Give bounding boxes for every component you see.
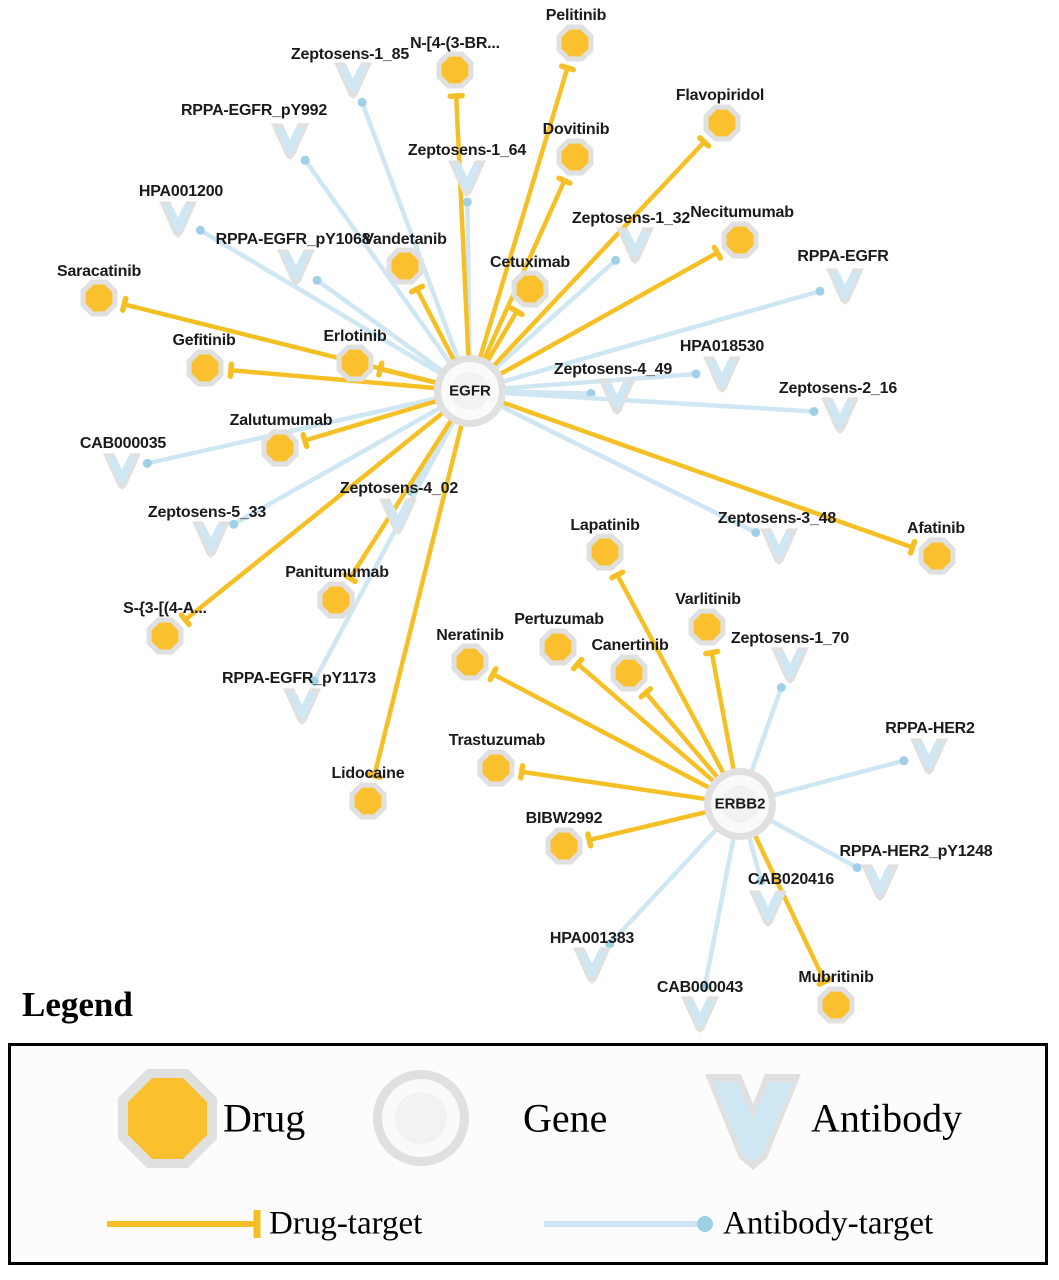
drug-node[interactable] [704,105,741,142]
drug-icon [551,833,578,860]
drug-label: Trastuzumab [448,732,546,749]
graph-edge-cap [463,197,472,206]
antibody-label: RPPA-EGFR [797,248,889,265]
antibody-label: Zeptosens-1_70 [730,630,850,647]
graph-edge-cap [358,98,367,107]
antibody-label: HPA001200 [138,183,224,200]
drug-icon [545,634,572,661]
graph-edge [374,407,466,776]
antibody-node[interactable] [283,688,321,724]
antibody-node[interactable] [910,738,948,774]
antibody-label: Zeptosens-1_64 [407,142,527,159]
legend-antibody-target-edge [544,1216,713,1232]
drug-node[interactable] [318,582,355,619]
drug-icon [727,227,754,254]
graph-edge-cap [313,276,322,285]
graph-edge-cap [562,66,573,69]
antibody-label: HPA001383 [549,930,635,947]
graph-edge-cap [899,756,908,765]
drug-label: Pelitinib [545,7,607,24]
legend-title: Legend [22,985,133,1024]
graph-edge [705,820,737,987]
drug-label: S-{3-[(4-A... [123,600,207,617]
graph-edge-cap [751,528,760,537]
graph-edge-cap [777,683,786,692]
drug-node[interactable] [262,430,299,467]
drug-label: Zalutumumab [229,412,333,429]
graph-edge-cap [196,226,205,235]
antibody-node[interactable] [271,123,309,159]
legend-antibody-target-label: Antibody-target [723,1205,934,1242]
graph-edge [475,68,568,376]
drug-node[interactable] [557,25,594,62]
antibody-node[interactable] [616,227,654,263]
drug-node[interactable] [546,828,583,865]
antibody-label: CAB000035 [79,435,167,452]
drug-label: Flavopiridol [675,87,765,104]
antibody-label: CAB000043 [656,979,744,996]
drug-icon [342,350,369,377]
graph-edge [755,761,903,800]
antibody-node[interactable] [760,528,798,564]
drug-icon [562,144,589,171]
drug-node[interactable] [540,629,577,666]
legend-drug-target-edge [107,1210,257,1238]
antibody-node[interactable] [771,647,809,683]
graph-edge-cap [379,363,382,375]
drug-label: Neratinib [436,627,504,644]
drug-node[interactable] [147,618,184,655]
legend-antibody-icon [705,1074,801,1170]
drug-label: Lapatinib [570,517,640,534]
drug-icon [517,276,544,303]
drug-label: Vandetanib [363,231,447,248]
antibody-label: RPPA-HER2 [885,720,975,737]
drug-icon [616,660,643,687]
graph-edge-cap [706,651,718,653]
graph-edge [589,808,724,840]
graph-edge [712,653,737,789]
drug-node[interactable] [452,644,489,681]
drug-label: Erlotinib [323,328,387,345]
antibody-label: Zeptosens-5_33 [147,504,267,521]
graph-edge-cap [301,156,310,165]
drug-icon [86,285,113,312]
legend-antibody-label: Antibody [811,1095,963,1141]
graph-edge-cap [910,542,914,553]
drug-node[interactable] [350,783,387,820]
antibody-label: RPPA-EGFR_pY992 [180,102,328,119]
antibody-label: RPPA-HER2_pY1248 [839,843,993,860]
graph-edge-cap [559,178,570,183]
gene-label: ERBB2 [714,795,766,813]
drug-label: Mubritinib [798,969,874,986]
graph-edge-cap [412,286,423,292]
drug-label: Dovitinib [542,121,610,138]
graph-edge-cap [521,766,523,778]
drug-label: Canertinib [591,637,669,654]
drug-icon [392,253,419,280]
drug-label: Saracatinib [56,263,142,280]
graph-edge-cap [815,287,824,296]
antibody-label: Zeptosens-1_32 [571,210,691,227]
graph-edge-cap [612,572,623,578]
drug-label: Pertuzumab [514,611,604,628]
drug-node[interactable] [387,248,424,285]
drug-icon [267,435,294,462]
antibody-node[interactable] [448,160,486,196]
gene-label: EGFR [449,382,491,400]
legend-gene-label: Gene [523,1095,608,1141]
drug-icon [457,649,484,676]
antibody-node[interactable] [103,453,141,489]
drug-icon [483,755,510,782]
graph-edge-cap [450,96,462,97]
drug-node[interactable] [337,345,374,382]
legend-section [0,985,1059,1280]
antibody-label: CAB020416 [747,871,835,888]
graph-edge-cap [490,669,496,680]
legend-gene-icon [373,1070,469,1166]
drug-label: N-[4-(3-BR... [410,35,500,52]
antibody-label: RPPA-EGFR_pY1068 [215,231,371,248]
drug-icon [694,614,721,641]
antibody-node[interactable] [598,378,636,414]
antibody-label: Zeptosens-4_49 [553,361,673,378]
antibody-node[interactable] [159,201,197,237]
graph-edge-cap [853,863,862,872]
antibody-label: Zeptosens-4_02 [339,480,459,497]
legend-box [8,1043,1048,1265]
legend-drug-target-label: Drug-target [269,1205,423,1242]
drug-icon [562,30,589,57]
drug-node[interactable] [187,350,224,387]
antibody-label: RPPA-EGFR_pY1173 [222,670,376,687]
legend-drug-icon [118,1069,217,1168]
drug-label: Gefitinib [172,332,236,349]
drug-node[interactable] [689,609,726,646]
drug-icon [152,623,179,650]
drug-label: Cetuximab [490,254,570,271]
drug-node[interactable] [611,655,648,692]
antibody-node[interactable] [703,356,741,392]
drug-label: Panitumumab [285,564,389,581]
antibody-label: HPA018530 [679,338,765,355]
graph-edge-cap [810,407,819,416]
antibody-label: Zeptosens-1_85 [290,46,410,63]
drug-node[interactable] [587,534,624,571]
drug-icon [592,539,619,566]
antibody-node[interactable] [573,947,611,983]
antibody-node[interactable] [192,521,230,557]
legend-drug-label: Drug [223,1095,306,1141]
graph-edge-cap [123,299,126,311]
graph-edge-cap [230,364,231,376]
drug-node[interactable] [557,139,594,176]
drug-node[interactable] [512,271,549,308]
graph-edge-cap [588,834,591,846]
graph-edge-cap [143,459,152,468]
graph-edge [484,398,755,532]
graph-edge [522,772,724,802]
antibody-node[interactable] [826,268,864,304]
antibody-node[interactable] [334,62,372,98]
drug-icon [192,355,219,382]
antibody-label: Zeptosens-3_48 [717,510,837,527]
drug-node[interactable] [437,52,474,89]
drug-label: Varlitinib [675,591,741,608]
drug-icon [442,57,469,84]
drug-label: Afatinib [907,520,965,537]
antibody-node[interactable] [861,864,899,900]
antibody-node[interactable] [749,890,787,926]
drug-label: BIBW2992 [525,810,603,827]
drug-node[interactable] [478,750,515,787]
graph-edge [610,816,729,944]
drug-node[interactable] [919,538,956,575]
drug-node[interactable] [722,222,759,259]
drug-icon [355,788,382,815]
drug-label: Lidocaine [331,765,405,782]
graph-edge-cap [611,256,620,265]
drug-label: Necitumumab [690,204,794,221]
antibody-node[interactable] [821,397,859,433]
antibody-label: Zeptosens-2_16 [778,380,898,397]
graph-edge [486,392,814,412]
drug-icon [709,110,736,137]
drug-node[interactable] [81,280,118,317]
graph-edge-cap [692,369,701,378]
graph-edge-cap [303,435,306,446]
drug-icon [323,587,350,614]
drug-icon [924,543,951,570]
